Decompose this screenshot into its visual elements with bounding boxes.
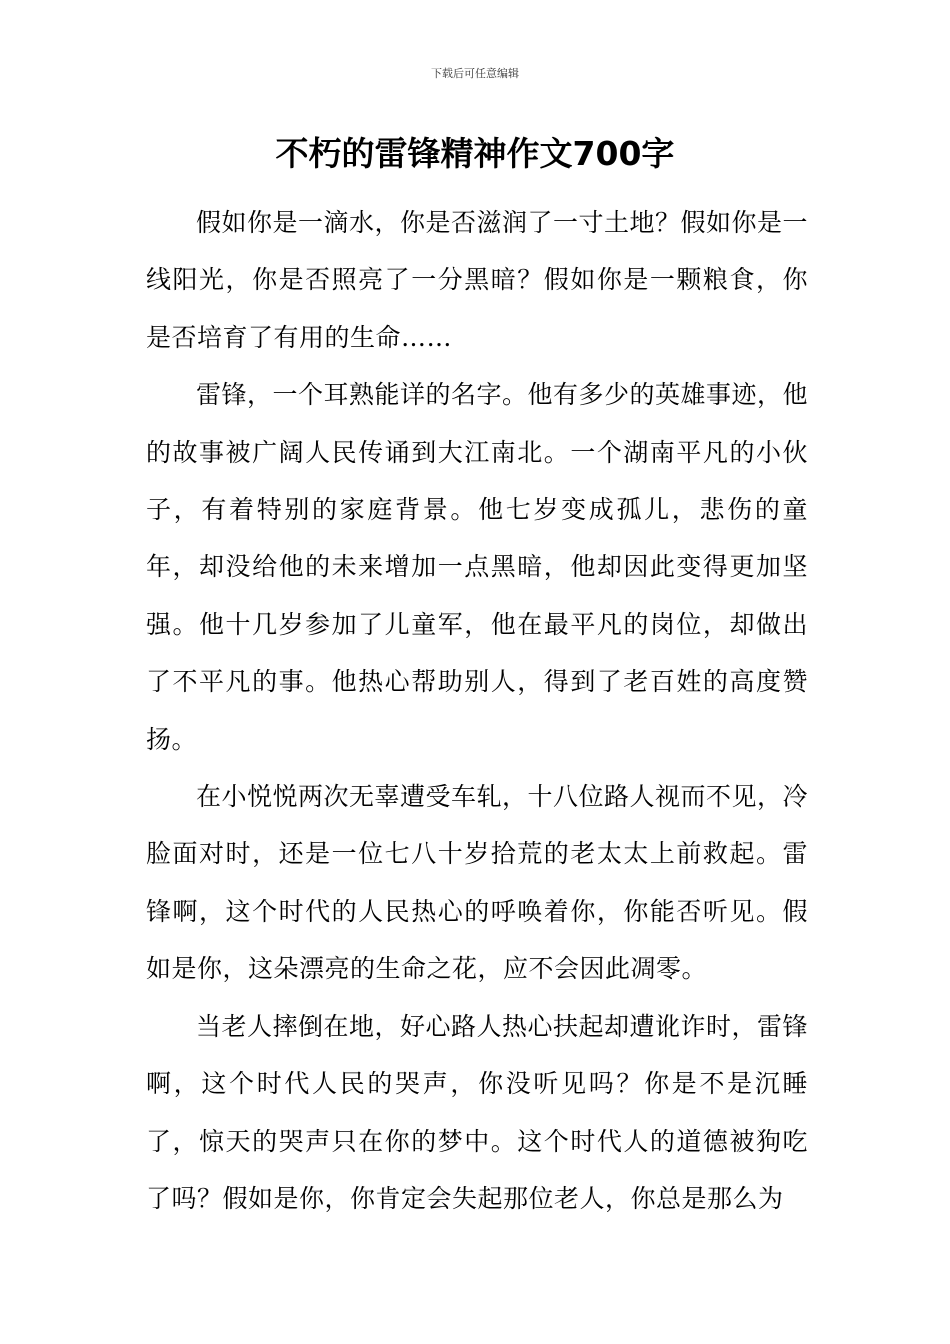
paragraph-3: 在小悦悦两次无辜遭受车轧，十八位路人视而不见，冷脸面对时，还是一位七八十岁拾荒的老太太上前救起。雷锋啊，这个时代的人民热心的呼唤着你，你能否听见。假如是你，这朵漂亮的生命之花，应不会因此凋零。 [146,782,809,984]
paragraph-2: 雷锋，一个耳熟能详的名字。他有多少的英雄事迹，他的故事被广阔人民传诵到大江南北。一个湖南平凡的小伙子，有着特别的家庭背景。他七岁变成孤儿，悲伤的童年，却没给他的未来增加一点黑暗，他却因此变得更加坚强。他十几岁参加了儿童军，他在最平凡的岗位，却做出了不平凡的事。他热心帮助别人，得到了老百姓的高度赞扬。 [146,380,809,754]
paragraph-1: 假如你是一滴水，你是否滋润了一寸土地？假如你是一线阳光，你是否照亮了一分黑暗？假如你是一颗粮食，你是否培育了有用的生命…… [146,208,809,352]
header-note: 下载后可任意编辑 [431,67,519,80]
document-body [146,194,808,1227]
document-title: 不朽的雷锋精神作文700字 [275,134,675,173]
paragraph-4: 当老人摔倒在地，好心路人热心扶起却遭讹诈时，雷锋啊，这个时代人民的哭声，你没听见吗？你是不是沉睡了，惊天的哭声只在你的梦中。这个时代人的道德被狗吃了吗？假如是你，你肯定会失起那位老人，你总是那么为 [146,1011,809,1213]
